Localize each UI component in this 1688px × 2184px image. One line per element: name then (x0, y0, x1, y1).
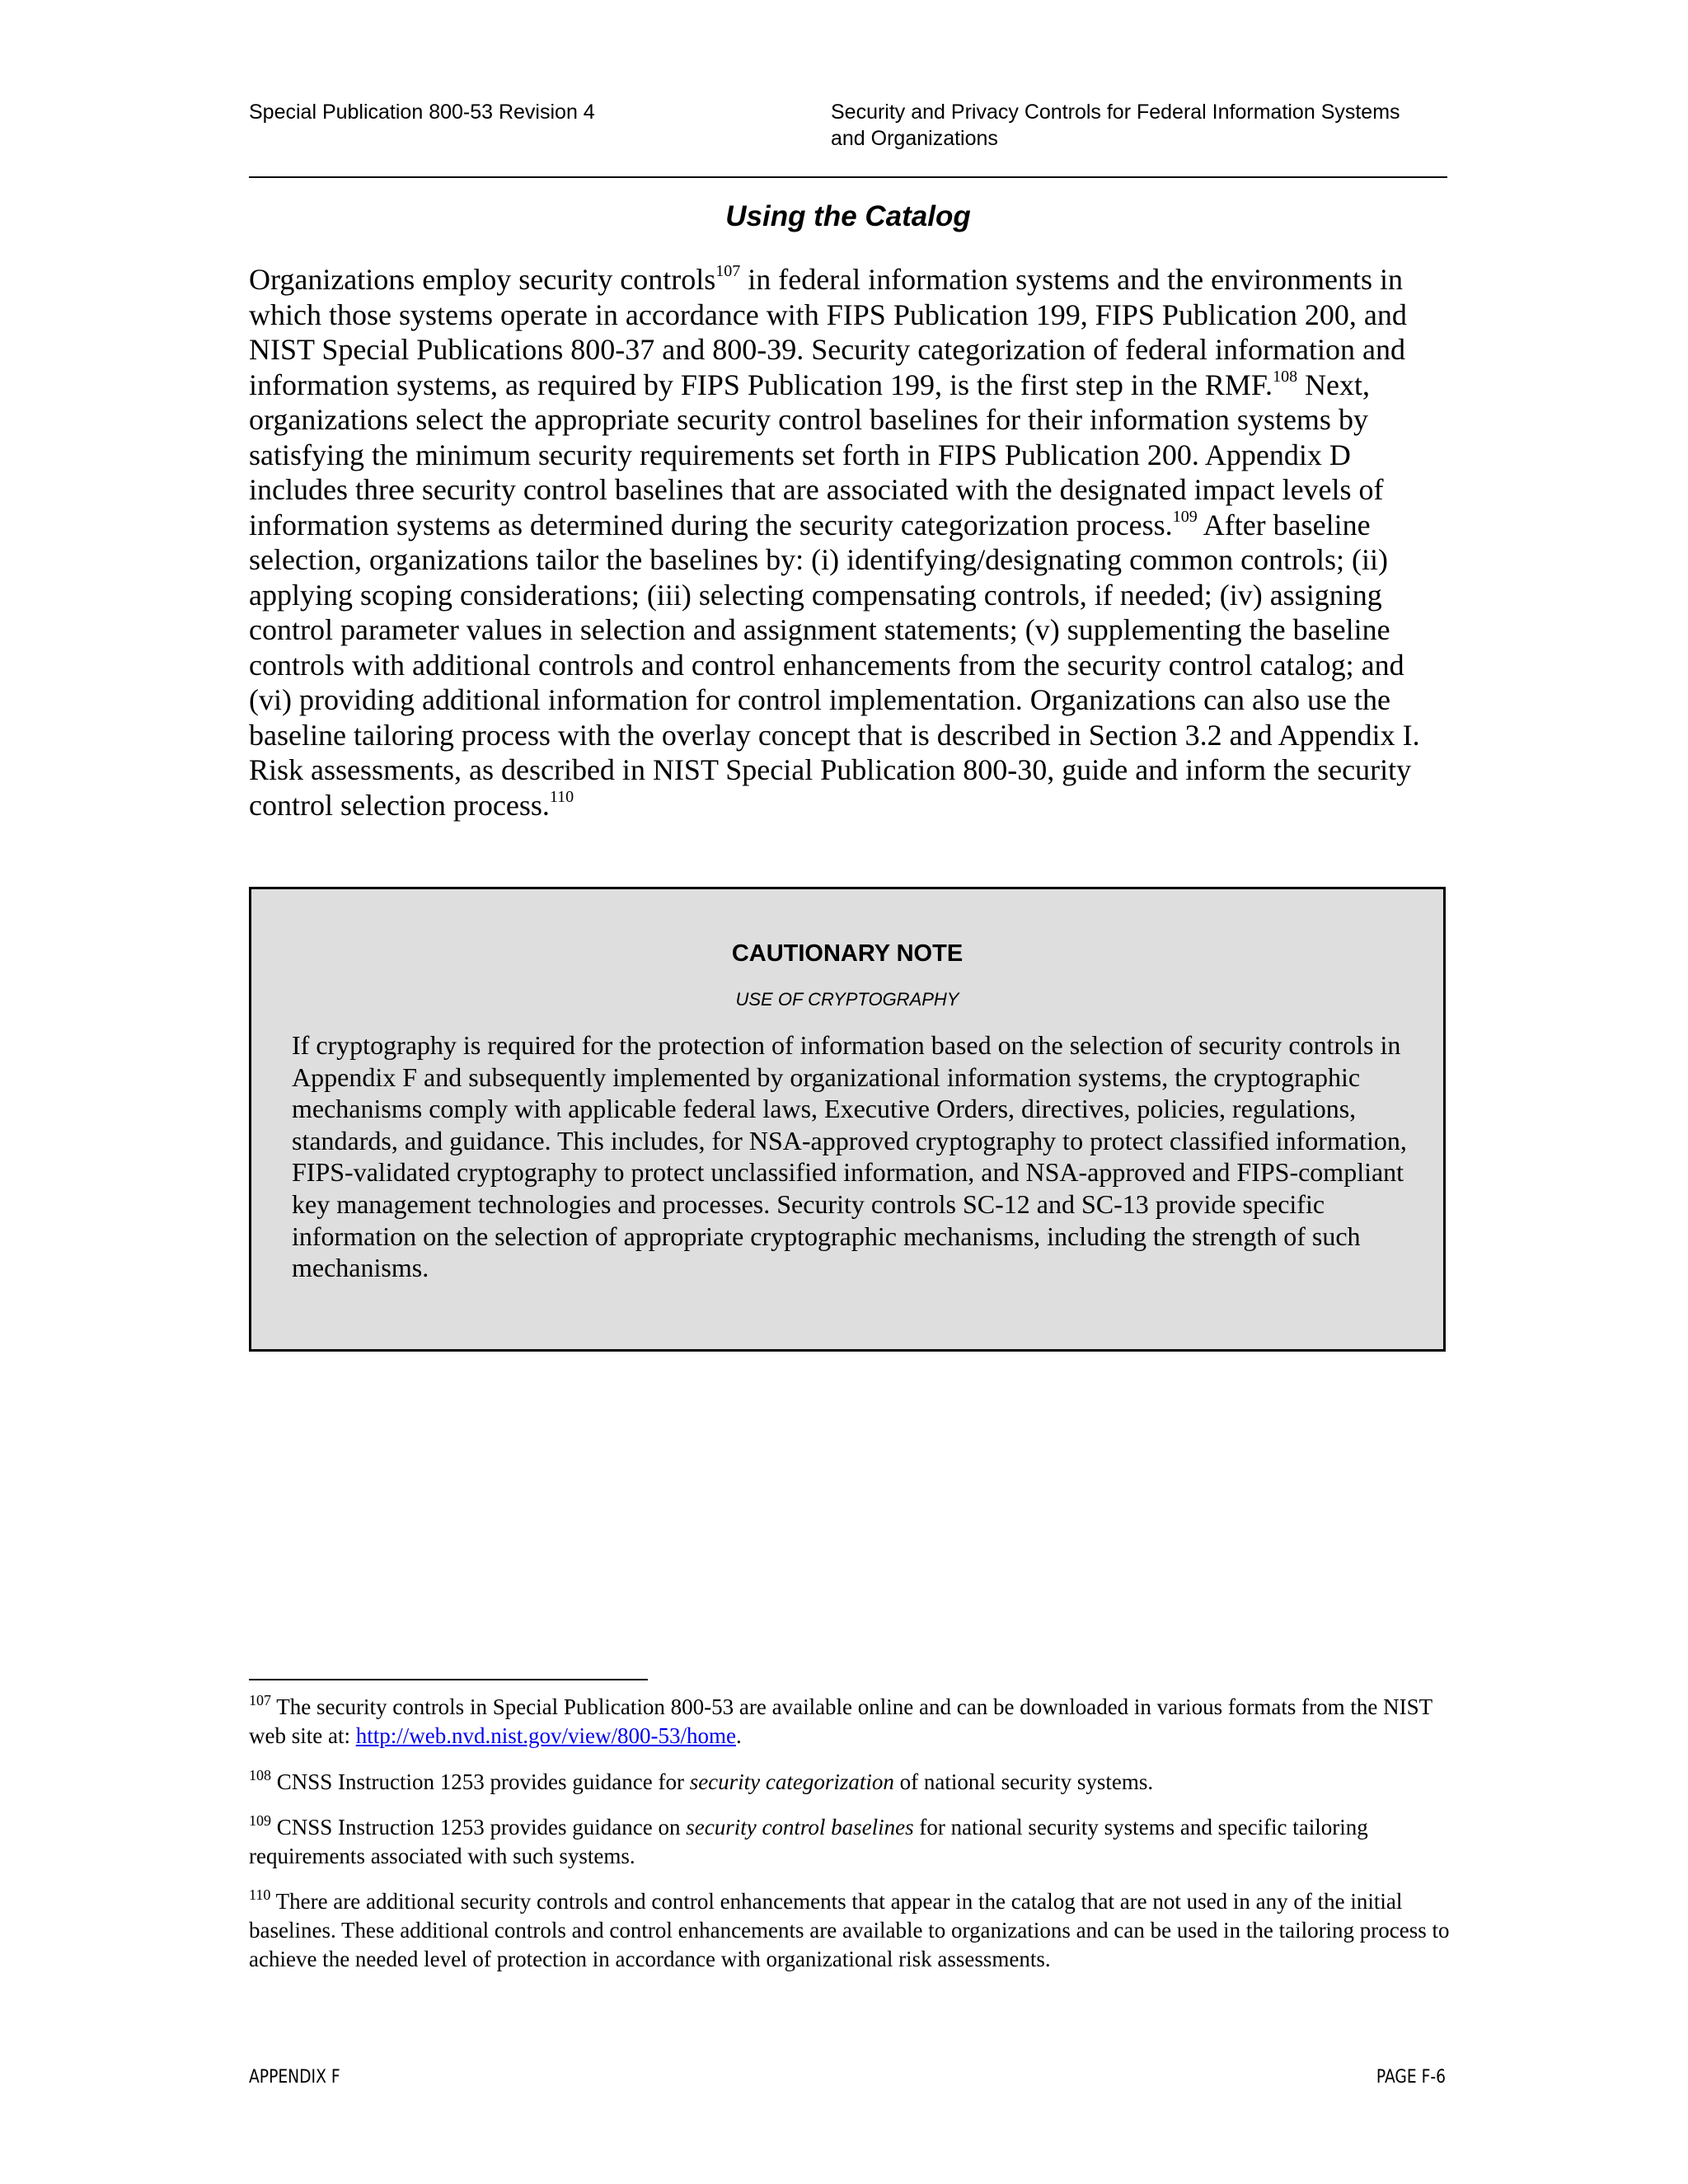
running-header-right-line2: and Organizations (831, 127, 998, 150)
header-divider (249, 176, 1447, 178)
footnote-emphasis: security categorization (689, 1769, 894, 1794)
footnote-emphasis: security control baselines (686, 1815, 914, 1840)
footnote-divider (249, 1679, 648, 1680)
body-text: Organizations employ security controls (249, 263, 716, 296)
footnote-text: for national security systems and specific tailoring requirements associated with such systems. (249, 1815, 1368, 1868)
footnote-text: CNSS Instruction 1253 provides guidance for (271, 1769, 690, 1794)
footnote-109 (249, 1813, 1452, 1871)
running-header-right-line1: Security and Privacy Controls for Federal Information Systems (831, 101, 1400, 124)
nist-web-link[interactable]: http://web.nvd.nist.gov/view/800-53/home (355, 1723, 736, 1748)
footnote-number: 108 (249, 1767, 271, 1783)
footnote-text: The security controls in Special Publication 800-53 are available online and can be downloaded in various formats from the NIST web site at: (249, 1694, 1432, 1748)
body-paragraph (249, 262, 1452, 823)
footnote-text: CNSS Instruction 1253 provides guidance on (271, 1815, 687, 1840)
footnote-number: 109 (249, 1812, 271, 1829)
running-footer-left: APPENDIX F (249, 2067, 340, 2088)
footnote-ref-110[interactable]: 110 (549, 787, 574, 806)
footnote-text: . (735, 1723, 742, 1748)
footnote-108 (249, 1768, 1452, 1797)
section-title: Using the Catalog (725, 200, 971, 232)
body-text: Next, organizations select the appropriate security control baselines for their information systems by satisfying the minimum security requirements set forth in FIPS Publication 200. Appendix D includes three security control baselines that are associated with the designated impact levels of information systems as determined during the security categorization process. (249, 368, 1384, 541)
footnote-107 (249, 1693, 1452, 1750)
footnote-number: 110 (249, 1886, 271, 1903)
cautionary-note-subtitle: USE OF CRYPTOGRAPHY (735, 989, 959, 1010)
footnote-ref-109[interactable]: 109 (1172, 507, 1198, 526)
page-number: PAGE F-6 (1376, 2067, 1446, 2088)
running-header-right (831, 99, 1457, 152)
footnote-ref-108[interactable]: 108 (1273, 367, 1298, 386)
cautionary-note-box (249, 887, 1446, 1352)
body-text: in federal information systems and the environments in which those systems operate in accordance with FIPS Publication 199, FIPS Publication 200, and NIST Special Publications 800-37 and 800-39. Security categorization of federal information and information systems, as required by FIPS Publication 199, is the first step in the RMF. (249, 263, 1407, 401)
running-header-left: Special Publication 800-53 Revision 4 (249, 101, 595, 124)
footnote-number: 107 (249, 1692, 271, 1708)
cautionary-note-text: If cryptography is required for the protection of information based on the selection of security controls in Appendix F and subsequently implemented by organizational information systems, the cryptographic mechanisms comply with applicable federal laws, Executive Orders, directives, policies, regulations, standards, and guidance. This includes, for NSA-approved cryptography to protect classified information, FIPS-validated cryptography to protect unclassified information, and NSA-approved and FIPS-compliant key management technologies and processes. Security controls SC-12 and SC-13 provide specific information on the selection of appropriate cryptographic mechanisms, including the strength of such mechanisms. (292, 1030, 1407, 1283)
footnote-ref-107[interactable]: 107 (715, 262, 741, 280)
cautionary-note-title: CAUTIONARY NOTE (731, 940, 964, 967)
footnote-text: of national security systems. (893, 1769, 1154, 1794)
body-text: After baseline selection, organizations tailor the baselines by: (i) identifying/designating common controls; (ii) applying scoping considerations; (iii) selecting compensating controls, if needed; (iv) assigning control parameter values in selection and assignment statements; (v) supplementing the baseline controls with additional controls and control enhancements from the security control catalog; and (vi) providing additional information for control implementation. Organizations can also use the baseline tailoring process with the overlay concept that is described in Section 3.2 and Appendix I. Risk assessments, as described in NIST Special Publication 800-30, guide and inform the security control selection process. (249, 508, 1420, 822)
footnote-110 (249, 1887, 1452, 1974)
footnote-text: There are additional security controls and control enhancements that appear in the catalog that are not used in any of the initial baselines. These additional controls and control enhancements are available to organizations and can be used in the tailoring process to achieve the needed level of protection in accordance with organizational risk assessments. (249, 1889, 1450, 1971)
